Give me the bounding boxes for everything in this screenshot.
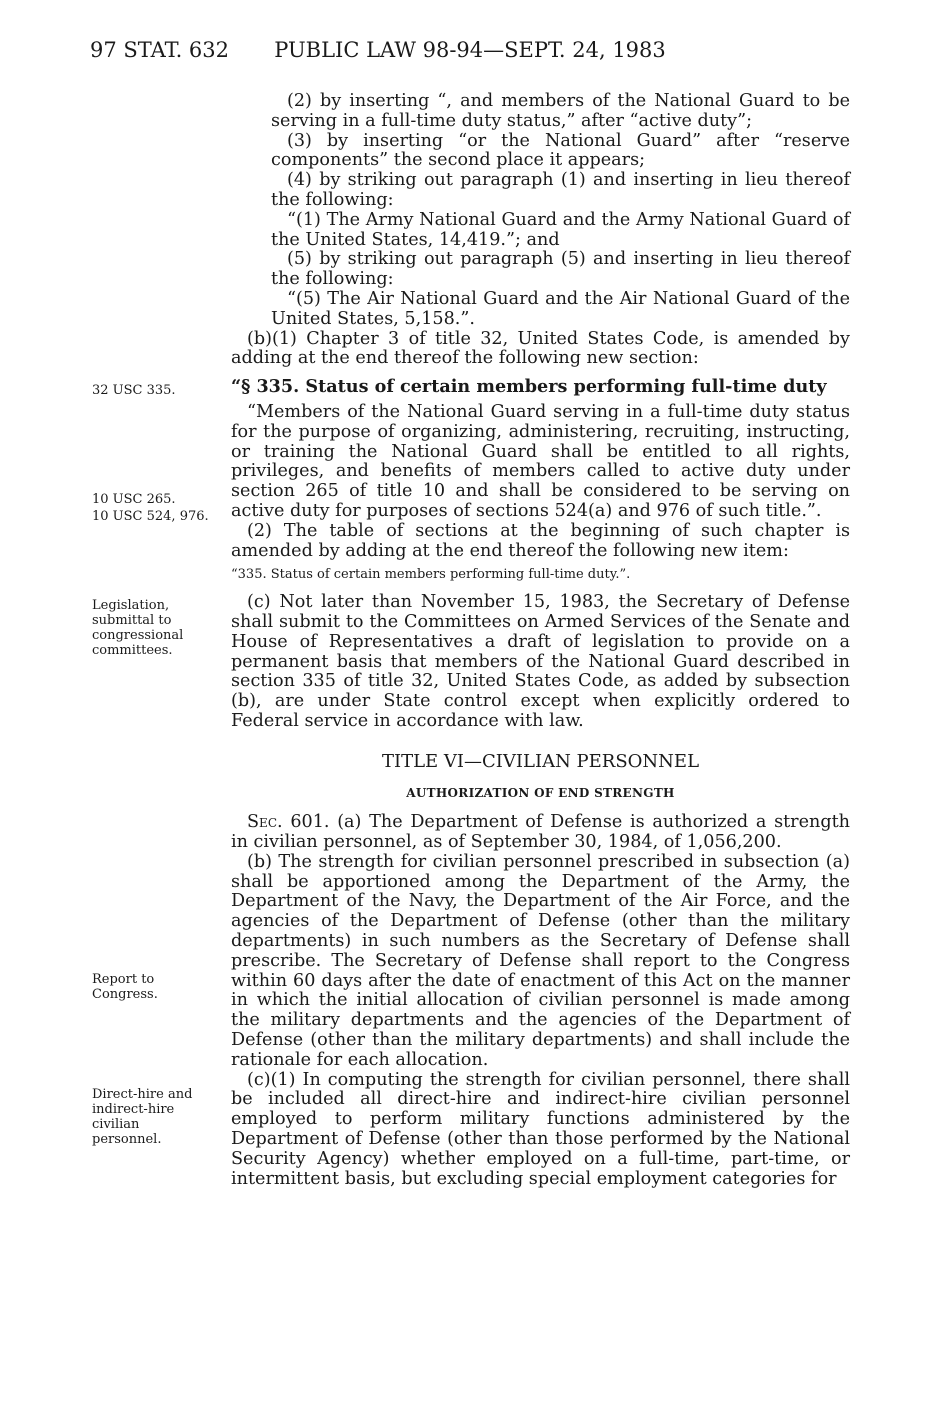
running-title: PUBLIC LAW 98-94—SEPT. 24, 1983: [274, 38, 666, 62]
section-601-paragraph: [231, 813, 850, 853]
page-header: [90, 38, 850, 68]
margin-note-10-usc-524: 10 USC 524, 976.: [92, 509, 209, 524]
paragraph: (2) by inserting “, and members of the National Guard to be serving in a full-time duty status,” after “active duty”;: [271, 91, 850, 131]
table-of-sections-item: “335. Status of certain members performing full-time duty.”.: [231, 567, 631, 583]
paragraph: (2) The table of sections at the beginning of such chapter is amended by adding at the end thereof the following new item:: [231, 520, 850, 561]
paragraph: (b) The strength for civilian personnel prescribed in subsection (a) shall be apportioned among the Department of the Army, the Department of the Navy, the Department of the Air Force, and the agencies of the Department of Defense (other than the military departments) in such numbers as the Secretary of Defense shall prescribe. The Secretary of Defense shall report to the Congress within 60 days after the date of enactment of this Act on the manner in which the initial allocation of civilian personnel is made among the military departments and the agencies of the Department of Defense (other than the military departments) and shall include the rationale for each allocation.: [231, 851, 850, 1070]
paragraph: “Members of the National Guard serving in a full-time duty status for the purpose of organizing, administering, recruiting, instructing, or training the National Guard shall be entitled to all rights, privileges, and benefits of members called to active duty under section 265 of title 10 and shall be considered to be serving on active duty for purposes of sections 524(a) and 976 of such title.”.: [231, 401, 850, 521]
margin-note-report: Report to Congress.: [92, 972, 158, 1002]
page-number: 97 STAT. 632: [90, 38, 230, 62]
paragraph: (4) by striking out paragraph (1) and inserting in lieu thereof the following:: [271, 170, 850, 210]
paragraph: (c)(1) In computing the strength for civilian personnel, there shall be included all direct-hire and indirect-hire civilian personnel employed to perform military functions administered by the Department of Defense (other than those performed by the National Security Agency) whether employed on a full-time, part-time, or intermittent basis, but excluding special employment categories for: [231, 1069, 850, 1189]
paragraph: (c) Not later than November 15, 1983, the Secretary of Defense shall submit to the Committees on Armed Services of the Senate and House of Representatives a draft of legislation to provide on a permanent basis that members of the National Guard described in section 335 of title 32, United States Code, as added by subsection (b), are under State control except when explicitly ordered to Federal service in accordance with law.: [231, 592, 850, 731]
paragraph-text: 601. (a) The Department of Defense is authorized a strength in civilian personnel, as of September 30, 1984, of 1,056,200.: [231, 812, 851, 853]
margin-note-direct-hire: Direct-hire and indirect-hire civilian personnel.: [92, 1087, 193, 1147]
margin-note-32-usc-335: 32 USC 335.: [92, 383, 176, 398]
section-heading: “§ 335. Status of certain members performing full-time duty: [231, 376, 827, 398]
margin-note-legislation: Legislation, submittal to congressional committees.: [92, 598, 184, 658]
paragraph: “(1) The Army National Guard and the Army National Guard of the United States, 14,419.”; and: [271, 209, 850, 250]
paragraph: “(5) The Air National Guard and the Air National Guard of the United States, 5,158.”.: [271, 288, 850, 329]
paragraph: (5) by striking out paragraph (5) and inserting in lieu thereof the following:: [271, 249, 850, 290]
paragraph: (3) by inserting “or the National Guard” after “reserve components” the second place it appears;: [271, 130, 850, 171]
title-heading: TITLE VI—CIVILIAN PERSONNEL: [381, 750, 700, 772]
sec-label: Sec.: [247, 812, 283, 833]
margin-note-10-usc-265: 10 USC 265.: [92, 492, 176, 507]
subtitle-heading: AUTHORIZATION OF END STRENGTH: [406, 785, 675, 800]
body-text: [231, 92, 850, 1189]
paragraph: (b)(1) Chapter 3 of title 32, United States Code, is amended by adding at the end thereof the following new section:: [231, 328, 850, 369]
